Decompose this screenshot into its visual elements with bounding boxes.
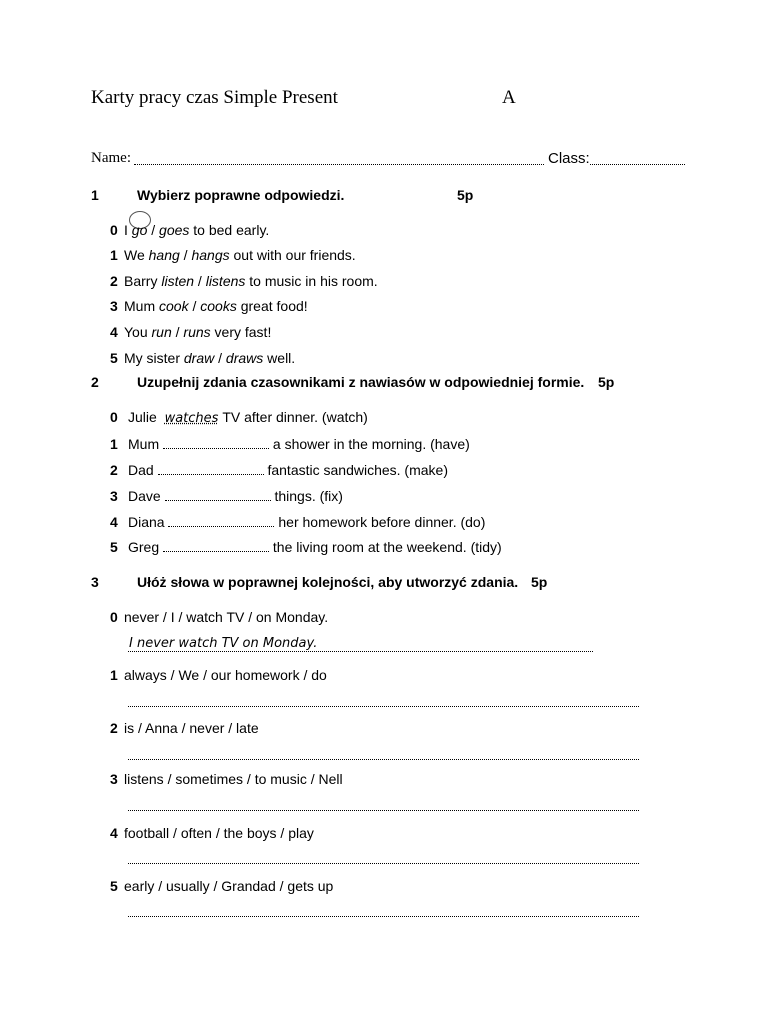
item-subject: Dave: [128, 488, 161, 504]
item-text: out with our friends.: [229, 247, 356, 263]
item-number: 1: [110, 247, 118, 263]
choice-item-5: [110, 350, 295, 366]
example-answer: I never watch TV on Monday.: [129, 636, 318, 651]
separator: /: [147, 222, 160, 238]
item-words: never / I / watch TV / on Monday.: [124, 609, 329, 625]
item-subject: Mum: [128, 436, 160, 452]
section-1-title: Wybierz poprawne odpowiedzi.: [137, 187, 345, 203]
option-1[interactable]: listen: [161, 273, 195, 289]
order-item-5: [110, 878, 333, 894]
item-text: You: [124, 324, 152, 340]
separator: /: [194, 273, 206, 289]
option-2[interactable]: runs: [183, 324, 211, 340]
separator: /: [214, 350, 226, 366]
item-number: 2: [110, 462, 118, 478]
item-number: 5: [110, 878, 118, 894]
item-number: 4: [110, 825, 118, 841]
section-3-number: 3: [91, 574, 99, 590]
option-1[interactable]: run: [151, 324, 172, 340]
order-item-1: [110, 667, 327, 683]
option-1[interactable]: cook: [159, 298, 189, 314]
option-2[interactable]: hangs: [191, 247, 230, 263]
fill-item-4: [110, 514, 485, 530]
item-number: 3: [110, 771, 118, 787]
answer-blank[interactable]: [165, 488, 271, 501]
separator: /: [179, 247, 192, 263]
fill-item-2: [110, 462, 448, 478]
choice-item-4: [110, 324, 271, 340]
answer-line[interactable]: [128, 706, 639, 707]
item-text: to music in his room.: [245, 273, 378, 289]
option-1[interactable]: draw: [183, 350, 215, 366]
item-subject: Dad: [128, 462, 154, 478]
fill-item-1: [110, 436, 470, 452]
item-subject: Diana: [128, 514, 165, 530]
item-number: 1: [110, 436, 118, 452]
page-title: Karty pracy czas Simple Present: [91, 87, 338, 108]
item-number: 2: [110, 273, 118, 289]
item-words: football / often / the boys / play: [124, 825, 314, 841]
separator: /: [188, 298, 201, 314]
item-text: Mum: [124, 298, 159, 314]
separator: /: [171, 324, 184, 340]
fill-item-0: [110, 409, 368, 426]
order-item-3: [110, 771, 343, 787]
item-number: 3: [110, 488, 118, 504]
section-1-number: 1: [91, 187, 99, 203]
choice-item-0: [110, 222, 269, 238]
answer-blank[interactable]: [163, 539, 269, 552]
item-number: 4: [110, 324, 118, 340]
item-subject: Greg: [128, 539, 160, 555]
option-2[interactable]: draws: [225, 350, 264, 366]
item-number: 5: [110, 350, 118, 366]
variant-label: A: [502, 87, 516, 108]
section-2-points: 5p: [598, 374, 615, 390]
class-field[interactable]: [590, 164, 685, 165]
option-2[interactable]: listens: [205, 273, 246, 289]
section-2-number: 2: [91, 374, 99, 390]
item-text: great food!: [236, 298, 308, 314]
example-answer-line: [128, 651, 593, 652]
order-item-0: [110, 609, 328, 625]
item-number: 0: [110, 409, 118, 425]
item-words: always / We / our homework / do: [124, 667, 327, 683]
item-text: very fast!: [210, 324, 272, 340]
section-1-points: 5p: [457, 187, 474, 203]
order-item-2: [110, 720, 259, 736]
answer-line[interactable]: [128, 810, 639, 811]
choice-item-2: [110, 273, 378, 289]
answer-line[interactable]: [128, 863, 639, 864]
option-1[interactable]: go: [131, 222, 148, 238]
order-item-4: [110, 825, 314, 841]
item-text: well.: [263, 350, 296, 366]
section-2-title: Uzupełnij zdania czasownikami z nawiasów w odpowiedniej formie.: [137, 374, 585, 390]
choice-item-1: [110, 247, 356, 263]
example-answer: watches: [164, 411, 219, 426]
item-text: I: [124, 222, 132, 238]
item-number: 3: [110, 298, 118, 314]
item-text: to bed early.: [189, 222, 270, 238]
item-words: early / usually / Grandad / gets up: [124, 878, 334, 894]
item-text: TV after dinner. (watch): [222, 409, 368, 425]
item-number: 1: [110, 667, 118, 683]
answer-line[interactable]: [128, 759, 639, 760]
answer-blank[interactable]: [158, 462, 264, 475]
item-words: is / Anna / never / late: [124, 720, 259, 736]
fill-item-5: [110, 539, 502, 555]
class-label: Class:: [548, 150, 590, 167]
item-subject: Julie: [128, 409, 157, 425]
item-text: My sister: [124, 350, 184, 366]
item-text: things. (fix): [274, 488, 343, 504]
item-text: fantastic sandwiches. (make): [267, 462, 448, 478]
option-1[interactable]: hang: [148, 247, 180, 263]
item-number: 4: [110, 514, 118, 530]
item-words: listens / sometimes / to music / Nell: [124, 771, 343, 787]
answer-blank[interactable]: [168, 514, 274, 527]
answer-line[interactable]: [128, 916, 639, 917]
choice-item-3: [110, 298, 308, 314]
item-text: We: [124, 247, 149, 263]
name-field[interactable]: [134, 164, 544, 165]
item-number: 5: [110, 539, 118, 555]
item-text: Barry: [124, 273, 162, 289]
item-number: 0: [110, 222, 118, 238]
item-text: a shower in the morning. (have): [272, 436, 470, 452]
name-label: Name:: [91, 150, 131, 166]
item-text: her homework before dinner. (do): [278, 514, 486, 530]
option-2[interactable]: cooks: [200, 298, 237, 314]
fill-item-3: [110, 488, 343, 504]
item-number: 0: [110, 609, 118, 625]
answer-blank[interactable]: [163, 436, 269, 449]
item-number: 2: [110, 720, 118, 736]
section-3-points: 5p: [531, 574, 548, 590]
item-text: the living room at the weekend. (tidy): [272, 539, 502, 555]
option-2[interactable]: goes: [159, 222, 190, 238]
section-3-title: Ułóż słowa w poprawnej kolejności, aby utworzyć zdania.: [137, 574, 519, 590]
